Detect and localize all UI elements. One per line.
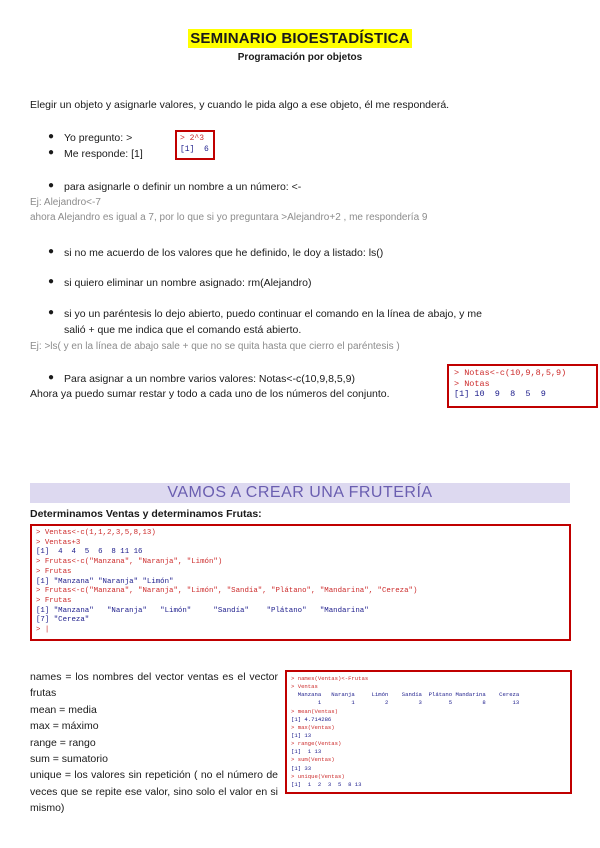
console-line: [1] 4 4 5 6 8 11 16 <box>36 548 143 557</box>
console-line: > Frutas <box>36 567 72 576</box>
bullet-dot: ● <box>48 147 55 158</box>
console-line: > Ventas+3 <box>36 538 81 547</box>
section-heading: Determinamos Ventas y determinamos Frutas: <box>30 508 262 520</box>
definition-item: range = rango <box>30 736 96 749</box>
console-line: > Notas<-c(10,9,8,5,9) <box>454 368 567 378</box>
console-line: > max(Ventas) <box>291 723 335 731</box>
console-line: > sum(Ventas) <box>291 756 335 764</box>
example-text: Ej: Alejandro<-7 <box>30 197 101 208</box>
console-line: [1] 6 <box>180 145 209 154</box>
definition-item: max = máximo <box>30 720 99 733</box>
bullet-assign: para asignarle o definir un nombre a un número: <- <box>64 181 302 193</box>
console-line: [1] 10 9 8 5 9 <box>454 389 546 399</box>
bullet-answer: Me responde: [1] <box>64 148 143 160</box>
definition-item: names = los nombres del vector ventas es el vector frutas <box>30 671 278 700</box>
console-fruteria <box>30 524 571 641</box>
console-power <box>175 130 215 160</box>
example-paren: Ej: >ls( y en la línea de abajo sale + que no se quita hasta que cierro el paréntesis ) <box>30 341 400 352</box>
console-line: > Ventas<-c(1,1,2,3,5,8,13) <box>36 529 156 537</box>
console-line: [1] 4.714286 <box>291 715 332 723</box>
bullet-paren-line1: si yo un paréntesis lo dejo abierto, puedo continuar el comando en la línea de abajo, y me <box>64 308 482 320</box>
console-line: > Notas <box>454 378 490 389</box>
bullet-dot: ● <box>48 246 55 257</box>
bullet-dot: ● <box>48 131 55 142</box>
bullet-vector: Para asignar a un nombre varios valores: Notas<-c(10,9,8,5,9) <box>64 373 355 385</box>
definition-item: mean = media <box>30 703 97 716</box>
example-text-2: ahora Alejandro es igual a 7, por lo que si yo preguntara >Alejandro+2 , me respondería 9 <box>30 212 428 223</box>
bullet-dot: ● <box>48 372 55 383</box>
console-line: > unique(Ventas) <box>291 772 345 780</box>
console-notas <box>447 364 598 408</box>
console-line: > Frutas<-c("Manzana", "Naranja", "Limón", "Sandía", "Plátano", "Mandarina", "Cereza") <box>36 587 418 596</box>
title-text: SEMINARIO BIOESTADÍSTICA <box>190 30 410 47</box>
bullet-rm: si quiero eliminar un nombre asignado: rm(Alejandro) <box>64 277 312 289</box>
console-line: > Ventas <box>291 683 318 691</box>
definitions-list <box>30 669 278 817</box>
console-line: [1] 13 <box>291 731 312 739</box>
console-line: [1] 33 <box>291 764 312 772</box>
console-line: [1] "Manzana" "Naranja" "Limón" <box>36 577 174 586</box>
console-line: > range(Ventas) <box>291 740 342 748</box>
console-line: 1 1 2 3 5 8 13 <box>291 699 520 707</box>
console-line: Manzana Naranja Limón Sandía Plátano Mandarina Cereza <box>291 691 520 699</box>
console-line: > Frutas<-c("Manzana", "Naranja", "Limón") <box>36 558 223 567</box>
intro-paragraph: Elegir un objeto y asignarle valores, y cuando le pida algo a ese objeto, él me responderá. <box>30 99 450 111</box>
console-prompt[interactable]: > | <box>36 626 50 635</box>
bullet-ls: si no me acuerdo de los valores que he definido, le doy a listado: ls() <box>64 247 384 259</box>
console-line: > names(Ventas)<-Frutas <box>291 675 369 682</box>
definition-item: unique = los valores sin repetición ( no el número de veces que se repite ese valor, sino solo el valor en si mismo) <box>30 769 278 815</box>
section-banner: VAMOS A CREAR UNA FRUTERÍA <box>30 483 570 503</box>
console-line: > mean(Ventas) <box>291 707 338 715</box>
console-line: > 2^3 <box>180 134 205 143</box>
page-title <box>0 30 600 48</box>
sum-text: Ahora ya puedo sumar restar y todo a cada uno de los números del conjunto. <box>30 388 390 400</box>
console-line: > Frutas <box>36 596 72 605</box>
bullet-question: Yo pregunto: > <box>64 132 133 144</box>
console-line: [7] "Cereza" <box>36 616 90 625</box>
definition-item: sum = sumatorio <box>30 753 108 766</box>
console-line: [1] 1 13 <box>291 748 322 756</box>
console-functions <box>285 670 572 794</box>
console-line: [1] "Manzana" "Naranja" "Limón" "Sandía" "Plátano" "Mandarina" <box>36 606 369 615</box>
bullet-dot: ● <box>48 180 55 191</box>
page-subtitle: Programación por objetos <box>237 52 363 63</box>
bullet-dot: ● <box>48 276 55 287</box>
bullet-dot: ● <box>48 307 55 318</box>
bullet-paren-line2: salió + que me indica que el comando está abierto. <box>64 324 302 336</box>
console-line: [1] 1 2 3 5 8 13 <box>291 780 362 788</box>
